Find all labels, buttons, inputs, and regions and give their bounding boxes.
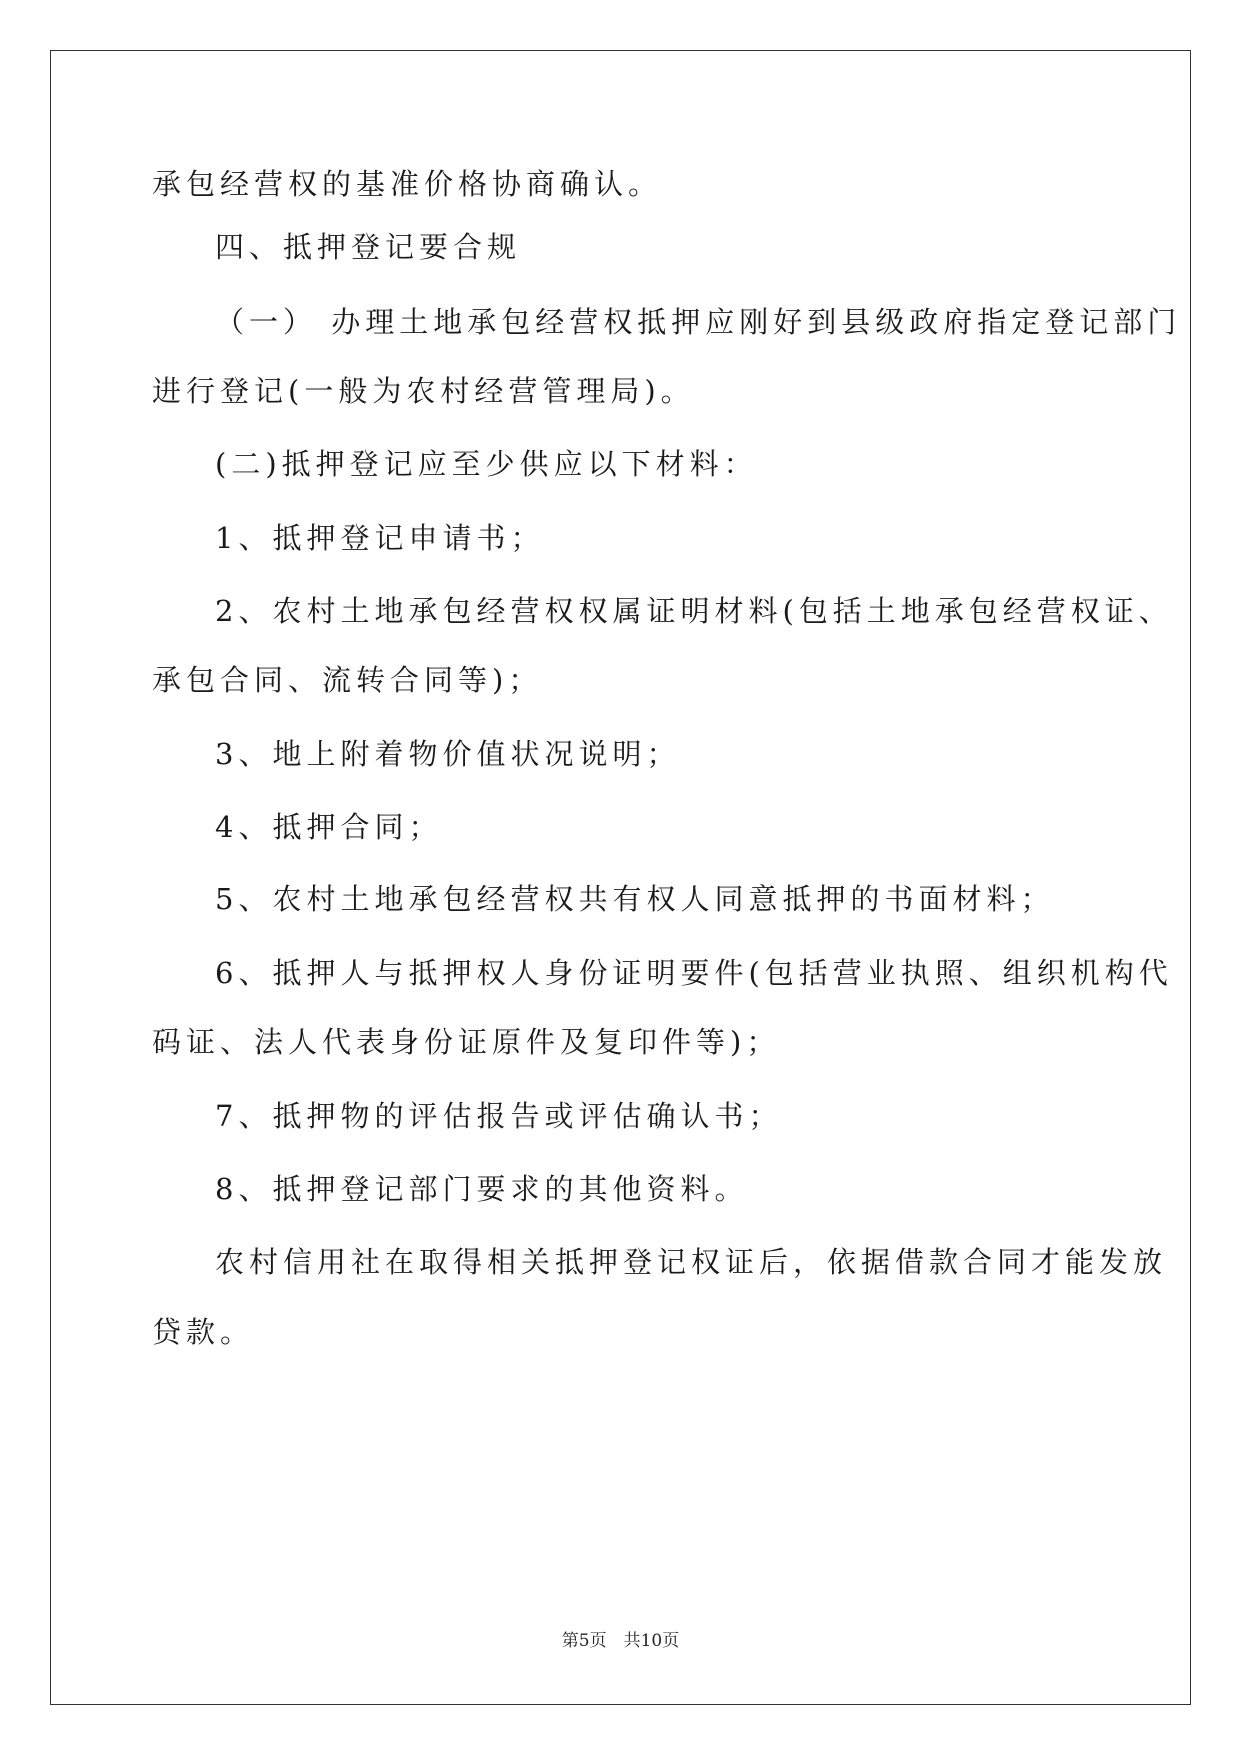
page-number: 第5页 共10页 [561,1631,680,1651]
list-item: 5、农村土地承包经营权共有权人同意抵押的书面材料； [215,882,1055,916]
paragraph-line: 承包经营权的基准价格协商确认。 [152,167,663,201]
list-item-continuation: 承包合同、流转合同等)； [152,663,543,697]
paragraph-line: (二)抵押登记应至少供应以下材料： [215,447,758,481]
list-item: 6、抵押人与抵押权人身份证明要件(包括营业执照、组织机构代 [215,956,1173,990]
paragraph-line: 进行登记(一般为农村经营管理局)。 [152,374,695,408]
paragraph-line: 农村信用社在取得相关抵押登记权证后，依据借款合同才能发放 [215,1245,1168,1279]
paragraph-line: （一） 办理土地承包经营权抵押应刚好到县级政府指定登记部门 [215,305,1182,339]
list-item: 4、抵押合同； [215,810,443,844]
list-item: 7、抵押物的评估报告或评估确认书； [215,1099,783,1133]
list-item: 8、抵押登记部门要求的其他资料。 [215,1172,749,1206]
list-item: 2、农村土地承包经营权权属证明材料(包括土地承包经营权证、 [215,594,1173,628]
section-heading: 四、抵押登记要合规 [215,230,522,264]
page-border [50,50,1191,1705]
paragraph-line: 贷款。 [152,1315,255,1349]
list-item: 1、抵押登记申请书； [215,521,545,555]
list-item: 3、地上附着物价值状况说明； [215,737,681,771]
list-item-continuation: 码证、法人代表身份证原件及复印件等)； [152,1025,781,1059]
page-footer [0,1626,1241,1651]
